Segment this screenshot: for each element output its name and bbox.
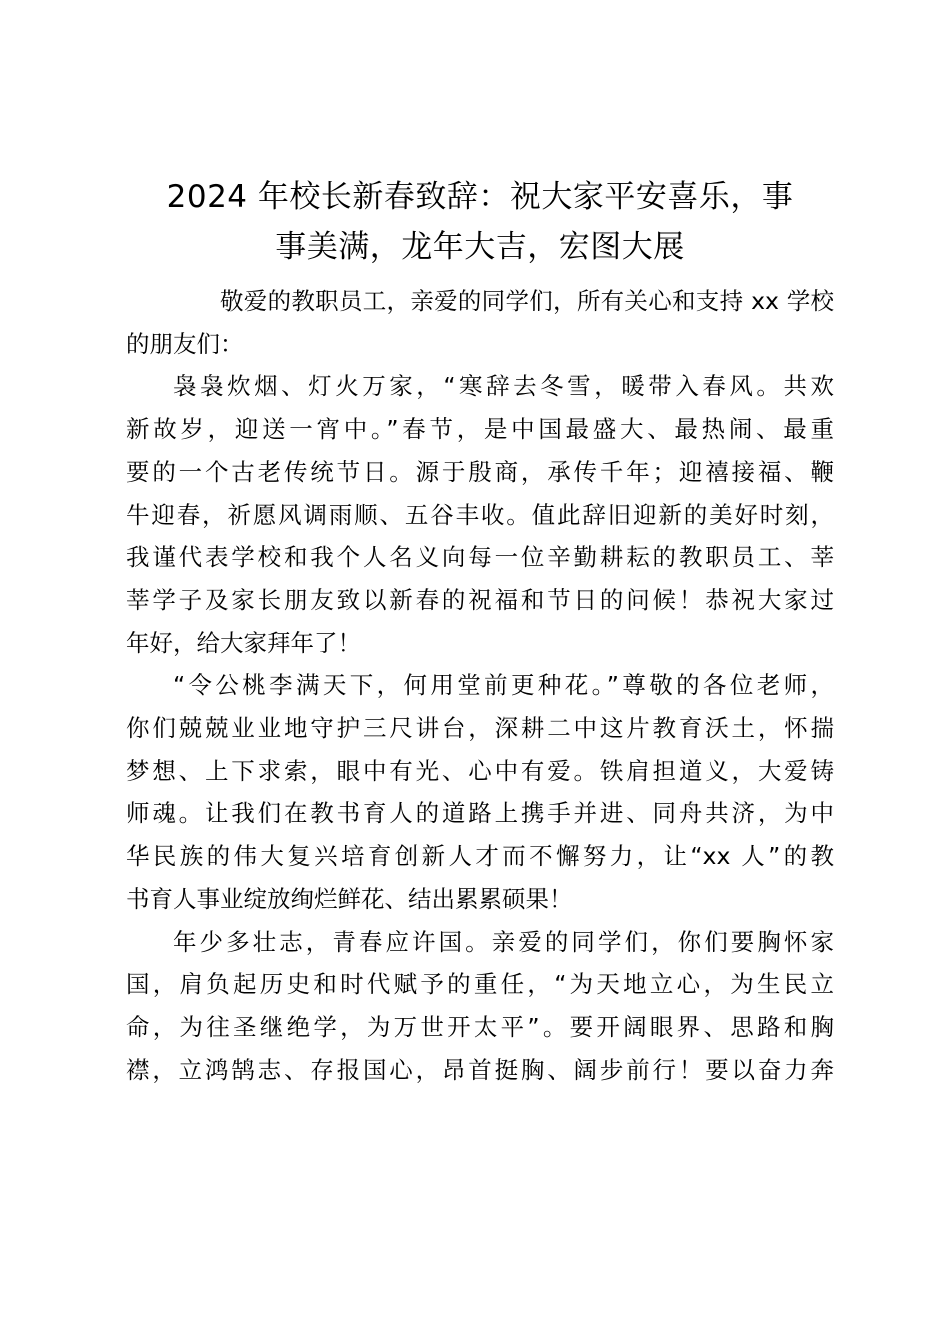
paragraph-line: 国，肩负起历史和时代赋予的重任，“为天地立心，为生民立 — [126, 970, 834, 999]
paragraph-line: 襟，立鸿鹄志、存报国心，昂首挺胸、阔步前行！要以奋力奔 — [126, 1055, 834, 1084]
paragraph-line: 梦想、上下求索，眼中有光、心中有爱。铁肩担道义，大爱铸 — [126, 756, 834, 785]
paragraph-line: 你们兢兢业业地守护三尺讲台，深耕二中这片教育沃土，怀揣 — [126, 714, 834, 743]
paragraph-line: 要的一个古老传统节日。源于殷商，承传千年；迎禧接福、鞭 — [126, 457, 834, 486]
title-line-2: 事美满，龙年大吉，宏图大展 — [275, 229, 685, 265]
paragraph-line: 牛迎春，祈愿风调雨顺、五谷丰收。值此辞旧迎新的美好时刻， — [126, 500, 834, 529]
paragraph-spring-festival — [126, 365, 834, 664]
document-title — [120, 172, 840, 272]
paragraph-line: “令公桃李满天下，何用堂前更种花。”尊敬的各位老师， — [173, 671, 834, 700]
paragraph-students — [126, 921, 834, 1092]
paragraph-line: 年好，给大家拜年了！ — [126, 628, 361, 657]
paragraph-line: 师魂。让我们在教书育人的道路上携手并进、同舟共济，为中 — [126, 799, 834, 828]
paragraph-line: 敬爱的教职员工，亲爱的同学们，所有关心和支持 xx 学校 — [220, 287, 834, 315]
document-body — [126, 280, 834, 1091]
paragraph-line: 书育人事业绽放绚烂鲜花、结出累累硕果！ — [126, 884, 573, 913]
title-line-1: 2024 年校长新春致辞：祝大家平安喜乐，事 — [166, 179, 794, 215]
paragraph-line: 命，为往圣继绝学，为万世开太平”。要开阔眼界、思路和胸 — [126, 1012, 834, 1041]
paragraph-line: 的朋友们： — [126, 329, 244, 358]
paragraph-line: 我谨代表学校和我个人名义向每一位辛勤耕耘的教职员工、莘 — [126, 543, 834, 572]
paragraph-salutation — [126, 280, 834, 365]
paragraph-line: 华民族的伟大复兴培育创新人才而不懈努力，让“xx 人”的教 — [126, 842, 834, 871]
paragraph-line: 年少多壮志，青春应许国。亲爱的同学们，你们要胸怀家 — [173, 927, 834, 956]
paragraph-line: 新故岁，迎送一宵中。”春节，是中国最盛大、最热闹、最重 — [126, 415, 834, 444]
paragraph-line: 莘学子及家长朋友致以新春的祝福和节日的问候！恭祝大家过 — [126, 585, 834, 614]
paragraph-teachers — [126, 664, 834, 920]
paragraph-line: 袅袅炊烟、灯火万家，“寒辞去冬雪，暖带入春风。共欢 — [173, 372, 834, 401]
